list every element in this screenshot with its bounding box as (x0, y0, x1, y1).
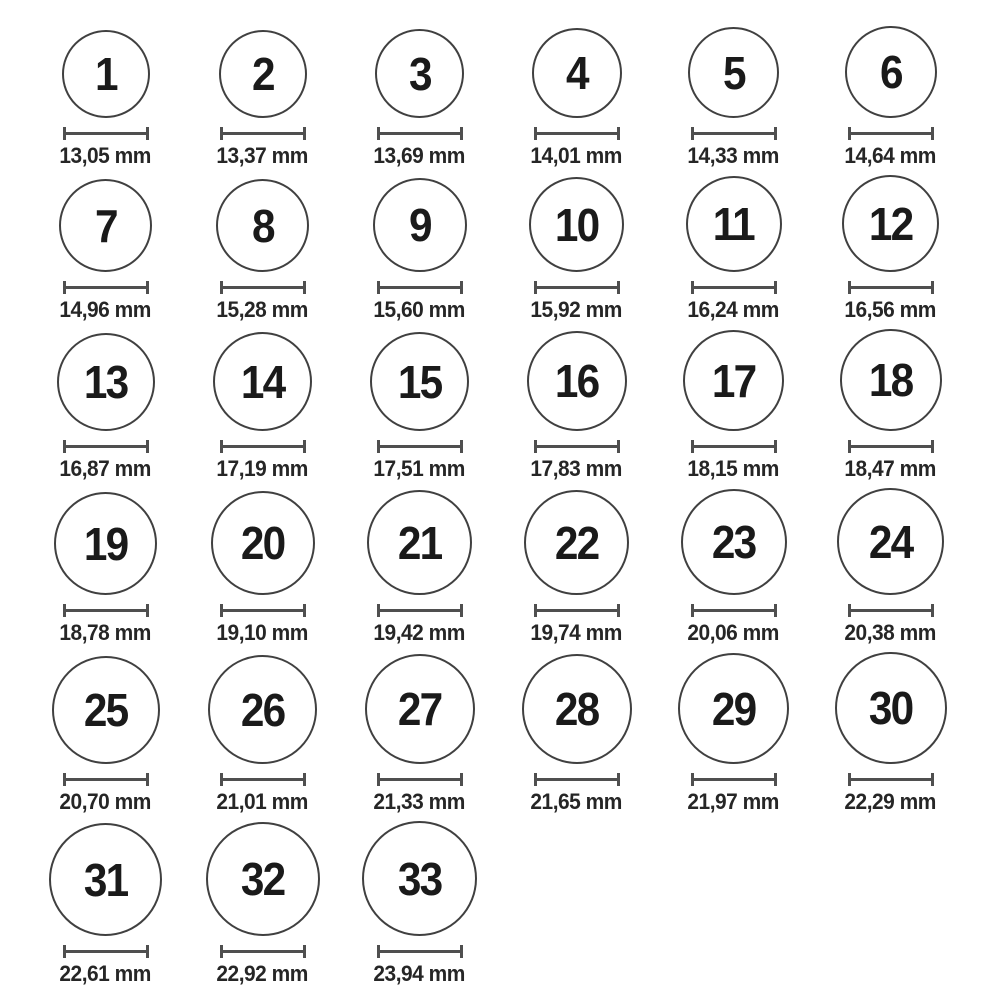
measure-endcap-right (931, 127, 934, 140)
diameter-measure-line (220, 945, 306, 958)
diameter-label: 21,33 mm (373, 789, 466, 814)
diameter-measure-line (534, 440, 620, 453)
diameter-label: 22,29 mm (844, 789, 937, 814)
diameter-measure-line (848, 604, 934, 617)
measure-bar (534, 778, 620, 781)
ring-size-number: 9 (408, 199, 431, 251)
diameter-measure-line (848, 440, 934, 453)
ring-size-number: 33 (397, 852, 442, 905)
ring-size-item (812, 26, 969, 169)
measure-endcap-right (146, 604, 149, 617)
diameter-measure-line (220, 604, 306, 617)
ring-size-item (27, 333, 184, 482)
diameter-measure-line (63, 281, 149, 294)
measure-bar (377, 609, 463, 612)
measure-endcap-right (460, 604, 463, 617)
ring-size-number: 15 (397, 355, 442, 408)
ring-size-number: 26 (240, 683, 285, 736)
ring-circle (681, 489, 787, 595)
diameter-measure-line (534, 127, 620, 140)
diameter-label: 13,05 mm (59, 143, 152, 168)
diameter-measure-line (691, 440, 777, 453)
ring-circle (522, 654, 632, 764)
ring-circle (54, 492, 157, 595)
measure-endcap-right (146, 773, 149, 786)
diameter-label: 17,19 mm (216, 456, 309, 481)
ring-size-item (184, 332, 341, 482)
ring-size-item (498, 28, 655, 169)
ring-circle (842, 175, 939, 272)
ring-size-number: 25 (83, 684, 128, 736)
diameter-measure-line (63, 773, 149, 786)
measure-bar (377, 950, 463, 953)
diameter-label: 16,87 mm (59, 456, 152, 481)
ring-size-item (498, 177, 655, 323)
ring-size-item (812, 652, 969, 815)
diameter-label: 13,37 mm (216, 143, 309, 168)
diameter-label: 16,24 mm (687, 297, 780, 322)
measure-bar (534, 445, 620, 448)
measure-endcap-right (931, 440, 934, 453)
diameter-measure-line (377, 127, 463, 140)
ring-size-item (184, 30, 341, 169)
diameter-measure-line (848, 281, 934, 294)
ring-size-number: 1 (94, 48, 117, 100)
measure-bar (63, 778, 149, 781)
ring-size-item (341, 29, 498, 169)
ring-circle (840, 329, 942, 431)
ring-circle (835, 652, 947, 764)
ring-size-item (341, 332, 498, 482)
ring-circle (532, 28, 622, 118)
ring-size-item (184, 655, 341, 815)
measure-endcap-right (617, 604, 620, 617)
ring-circle (57, 333, 155, 431)
measure-endcap-right (774, 773, 777, 786)
ring-circle (686, 176, 782, 272)
diameter-label: 21,65 mm (530, 789, 623, 814)
measure-endcap-right (303, 604, 306, 617)
diameter-label: 21,97 mm (687, 789, 780, 814)
measure-endcap-right (617, 127, 620, 140)
ring-size-item (27, 656, 184, 815)
ring-size-number: 23 (711, 516, 756, 568)
diameter-label: 15,92 mm (530, 297, 623, 322)
ring-size-number: 10 (554, 198, 599, 251)
measure-bar (377, 286, 463, 289)
ring-size-item (655, 176, 812, 323)
ring-size-number: 14 (240, 355, 285, 408)
ring-size-item (341, 490, 498, 646)
diameter-label: 21,01 mm (216, 789, 309, 814)
measure-endcap-right (617, 281, 620, 294)
diameter-label: 14,01 mm (530, 143, 623, 168)
ring-circle (527, 331, 627, 431)
measure-bar (848, 445, 934, 448)
ring-circle (375, 29, 464, 118)
diameter-measure-line (377, 604, 463, 617)
measure-endcap-right (303, 281, 306, 294)
measure-bar (63, 950, 149, 953)
diameter-label: 17,83 mm (530, 456, 623, 481)
diameter-measure-line (377, 773, 463, 786)
ring-size-number: 21 (397, 516, 442, 569)
measure-bar (534, 609, 620, 612)
measure-bar (220, 132, 306, 135)
ring-size-number: 18 (868, 354, 913, 406)
ring-size-row (27, 652, 1000, 815)
ring-size-row (27, 175, 1000, 323)
measure-bar (63, 609, 149, 612)
ring-size-item (655, 330, 812, 482)
ring-size-item (27, 823, 184, 987)
measure-bar (377, 778, 463, 781)
measure-endcap-right (931, 604, 934, 617)
diameter-measure-line (691, 773, 777, 786)
diameter-label: 23,94 mm (373, 961, 466, 986)
ring-size-number: 4 (565, 47, 588, 99)
measure-bar (220, 445, 306, 448)
diameter-label: 18,47 mm (844, 456, 937, 481)
ring-size-item (655, 489, 812, 646)
ring-circle (219, 30, 307, 118)
ring-circle (367, 490, 472, 595)
diameter-label: 16,56 mm (844, 297, 937, 322)
ring-size-row (27, 488, 1000, 646)
ring-size-number: 29 (711, 682, 756, 735)
measure-bar (220, 286, 306, 289)
ring-size-item (27, 179, 184, 323)
diameter-measure-line (691, 604, 777, 617)
diameter-label: 14,33 mm (687, 143, 780, 168)
measure-endcap-right (460, 945, 463, 958)
ring-size-item (498, 654, 655, 815)
diameter-label: 19,42 mm (373, 620, 466, 645)
measure-bar (691, 778, 777, 781)
ring-size-item (655, 27, 812, 169)
measure-bar (534, 286, 620, 289)
ring-circle (362, 821, 477, 936)
ring-size-item (341, 821, 498, 987)
diameter-label: 20,38 mm (844, 620, 937, 645)
diameter-measure-line (220, 281, 306, 294)
measure-endcap-right (460, 440, 463, 453)
ring-size-number: 13 (83, 356, 128, 408)
diameter-label: 15,60 mm (373, 297, 466, 322)
diameter-label: 20,70 mm (59, 789, 152, 814)
ring-size-number: 27 (397, 683, 442, 735)
measure-bar (691, 445, 777, 448)
diameter-label: 22,61 mm (59, 961, 152, 986)
diameter-label: 14,96 mm (59, 297, 152, 322)
diameter-measure-line (534, 773, 620, 786)
measure-endcap-right (303, 773, 306, 786)
ring-size-number: 12 (868, 197, 913, 250)
diameter-measure-line (63, 440, 149, 453)
ring-size-number: 5 (722, 46, 745, 99)
ring-size-number: 31 (83, 853, 128, 906)
ring-size-item (27, 492, 184, 646)
measure-bar (691, 609, 777, 612)
diameter-measure-line (377, 440, 463, 453)
diameter-label: 14,64 mm (844, 143, 937, 168)
ring-size-item (341, 178, 498, 323)
diameter-measure-line (534, 604, 620, 617)
measure-endcap-right (774, 281, 777, 294)
ring-size-number: 22 (554, 516, 599, 569)
ring-size-number: 7 (94, 199, 117, 252)
measure-endcap-right (460, 127, 463, 140)
diameter-measure-line (691, 127, 777, 140)
measure-bar (63, 445, 149, 448)
ring-size-row (27, 26, 1000, 169)
measure-bar (848, 132, 934, 135)
ring-circle (370, 332, 469, 431)
measure-endcap-right (617, 773, 620, 786)
measure-endcap-right (303, 127, 306, 140)
ring-circle (62, 30, 150, 118)
ring-size-number: 2 (251, 48, 274, 100)
ring-size-number: 19 (83, 517, 128, 570)
ring-circle (208, 655, 317, 764)
ring-size-number: 11 (712, 198, 755, 250)
ring-size-item (812, 175, 969, 323)
measure-endcap-right (146, 127, 149, 140)
ring-circle (216, 179, 309, 272)
diameter-measure-line (377, 281, 463, 294)
diameter-label: 15,28 mm (216, 297, 309, 322)
measure-endcap-right (146, 945, 149, 958)
diameter-measure-line (848, 773, 934, 786)
ring-size-number: 24 (868, 515, 913, 568)
diameter-label: 22,92 mm (216, 961, 309, 986)
ring-circle (206, 822, 320, 936)
ring-circle (373, 178, 467, 272)
measure-bar (848, 286, 934, 289)
diameter-label: 17,51 mm (373, 456, 466, 481)
diameter-measure-line (848, 127, 934, 140)
ring-circle (365, 654, 475, 764)
diameter-label: 13,69 mm (373, 143, 466, 168)
ring-size-number: 20 (240, 517, 285, 569)
diameter-label: 19,74 mm (530, 620, 623, 645)
diameter-measure-line (220, 127, 306, 140)
ring-size-number: 17 (711, 354, 756, 407)
ring-size-item (341, 654, 498, 815)
ring-size-item (184, 822, 341, 987)
diameter-measure-line (534, 281, 620, 294)
ring-size-row (27, 329, 1000, 482)
ring-size-number: 30 (868, 682, 913, 734)
ring-circle (845, 26, 937, 118)
measure-endcap-right (460, 773, 463, 786)
ring-circle (529, 177, 624, 272)
ring-size-item (498, 331, 655, 482)
measure-bar (63, 132, 149, 135)
ring-size-item (27, 30, 184, 169)
measure-bar (63, 286, 149, 289)
ring-circle (213, 332, 312, 431)
measure-endcap-right (931, 281, 934, 294)
ring-circle (688, 27, 779, 118)
ring-circle (683, 330, 784, 431)
diameter-measure-line (63, 127, 149, 140)
ring-circle (59, 179, 152, 272)
measure-endcap-right (303, 440, 306, 453)
ring-size-number: 32 (240, 853, 285, 905)
measure-endcap-right (146, 281, 149, 294)
measure-endcap-right (774, 127, 777, 140)
measure-endcap-right (617, 440, 620, 453)
diameter-label: 18,78 mm (59, 620, 152, 645)
diameter-label: 19,10 mm (216, 620, 309, 645)
ring-size-number: 6 (879, 46, 902, 98)
ring-size-number: 8 (251, 199, 274, 252)
measure-bar (377, 445, 463, 448)
measure-endcap-right (146, 440, 149, 453)
ring-circle (211, 491, 315, 595)
ring-size-item (812, 329, 969, 482)
ring-circle (524, 490, 629, 595)
ring-size-item (812, 488, 969, 646)
diameter-measure-line (220, 440, 306, 453)
measure-bar (377, 132, 463, 135)
ring-size-number: 3 (408, 47, 431, 100)
ring-size-item (498, 490, 655, 646)
diameter-label: 18,15 mm (687, 456, 780, 481)
measure-bar (534, 132, 620, 135)
ring-circle (52, 656, 160, 764)
measure-bar (691, 286, 777, 289)
ring-circle (49, 823, 162, 936)
diameter-measure-line (63, 604, 149, 617)
ring-size-number: 16 (554, 355, 599, 407)
measure-endcap-right (303, 945, 306, 958)
diameter-label: 20,06 mm (687, 620, 780, 645)
ring-size-number: 28 (554, 683, 599, 735)
diameter-measure-line (63, 945, 149, 958)
measure-endcap-right (460, 281, 463, 294)
measure-bar (220, 609, 306, 612)
measure-endcap-right (774, 604, 777, 617)
diameter-measure-line (377, 945, 463, 958)
measure-bar (848, 778, 934, 781)
ring-size-item (655, 653, 812, 815)
ring-circle (837, 488, 944, 595)
measure-bar (848, 609, 934, 612)
ring-size-item (184, 491, 341, 646)
measure-endcap-right (774, 440, 777, 453)
measure-bar (220, 950, 306, 953)
measure-bar (691, 132, 777, 135)
ring-size-item (184, 179, 341, 323)
diameter-measure-line (220, 773, 306, 786)
measure-endcap-right (931, 773, 934, 786)
measure-bar (220, 778, 306, 781)
diameter-measure-line (691, 281, 777, 294)
ring-circle (678, 653, 789, 764)
ring-size-row (27, 821, 1000, 987)
